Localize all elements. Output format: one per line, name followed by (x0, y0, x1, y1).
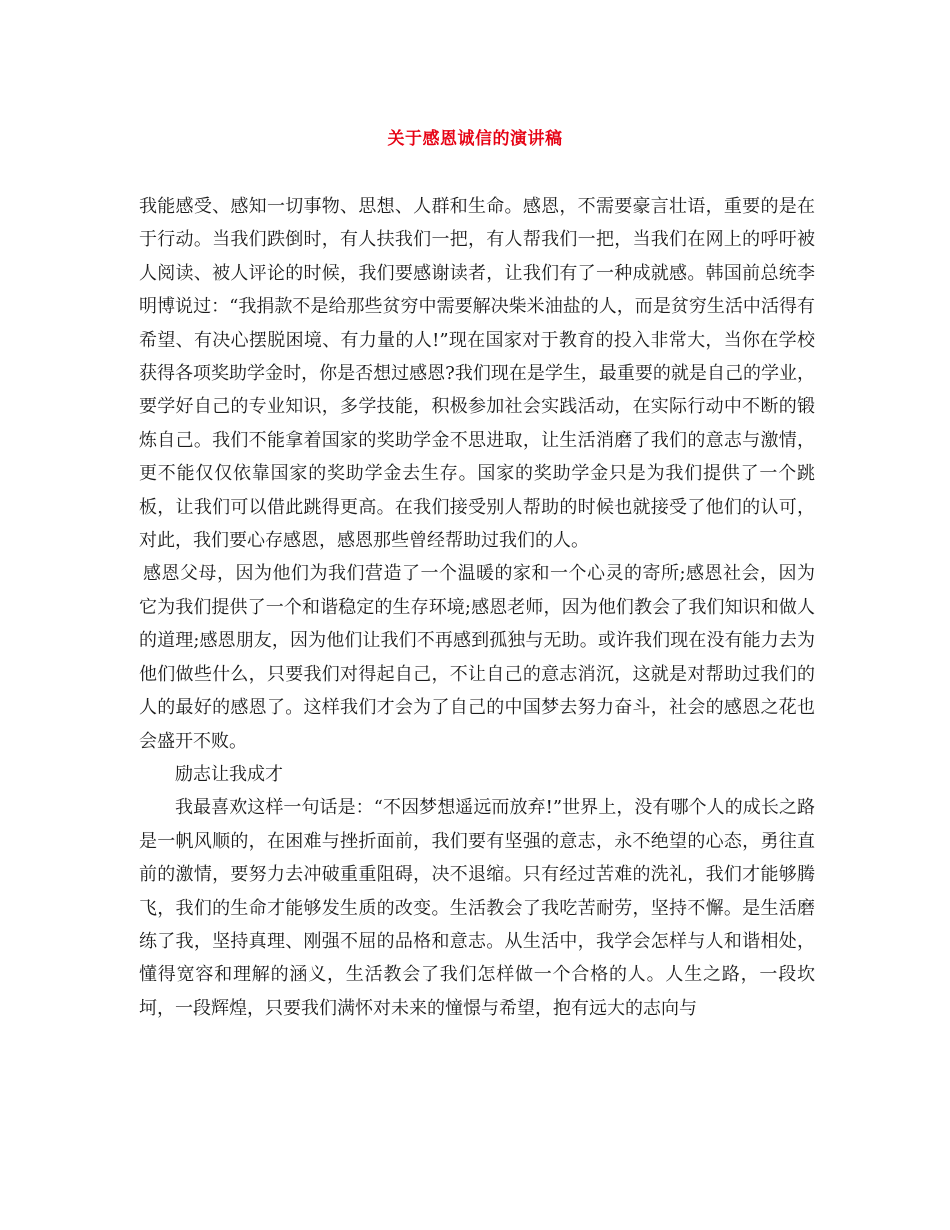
document-title: 关于感恩诚信的演讲稿 (387, 129, 563, 149)
document-body (139, 190, 815, 1025)
paragraph-1: 我能感受、感知一切事物、思想、人群和生命。感恩，不需要豪言壮语，重要的是在于行动。当我们跌倒时，有人扶我们一把，有人帮我们一把，当我们在网上的呼吁被人阅读、被人评论的时候，我们要感谢读者，让我们有了一种成就感。韩国前总统李明博说过：“我捐款不是给那些贫穷中需要解决柴米油盐的人，而是贫穷生活中活得有希望、有决心摆脱困境、有力量的人!”现在国家对于教育的投入非常大，当你在学校获得各项奖助学金时，你是否想过感恩?我们现在是学生，最重要的就是自己的学业，要学好自己的专业知识，多学技能，积极参加社会实践活动，在实际行动中不断的锻炼自己。我们不能拿着国家的奖助学金不思进取，让生活消磨了我们的意志与激情，更不能仅仅依靠国家的奖助学金去生存。国家的奖助学金只是为我们提供了一个跳板，让我们可以借此跳得更高。在我们接受别人帮助的时候也就接受了他们的认可，对此，我们要心存感恩，感恩那些曾经帮助过我们的人。 (139, 196, 815, 552)
paragraph-3: 我最喜欢这样一句话是：“不因梦想遥远而放弃!”世界上，没有哪个人的成长之路是一帆风顺的，在困难与挫折面前，我们要有坚强的意志，永不绝望的心态，勇往直前的激情，要努力去冲破重重阻碍，决不退缩。只有经过苦难的洗礼，我们才能够腾飞，我们的生命才能够发生质的改变。生活教会了我吃苦耐劳，坚持不懈。是生活磨练了我，坚持真理、刚强不屈的品格和意志。从生活中，我学会怎样与人和谐相处，懂得宽容和理解的涵义，生活教会了我们怎样做一个合格的人。人生之路，一段坎坷，一段辉煌，只要我们满怀对未来的憧憬与希望，抱有远大的志向与 (139, 797, 815, 1019)
paragraph-2: 感恩父母，因为他们为我们营造了一个温暖的家和一个心灵的寄所;感恩社会，因为它为我们提供了一个和谐稳定的生存环境;感恩老师，因为他们教会了我们知识和做人的道理;感恩朋友，因为他们让我们不再感到孤独与无助。或许我们现在没有能力去为他们做些什么，只要我们对得起自己，不让自己的意志消沉，这就是对帮助过我们的人的最好的感恩了。这样我们才会为了自己的中国梦去努力奋斗，社会的感恩之花也会盛开不败。 (139, 563, 815, 752)
section-heading: 励志让我成才 (175, 763, 283, 785)
